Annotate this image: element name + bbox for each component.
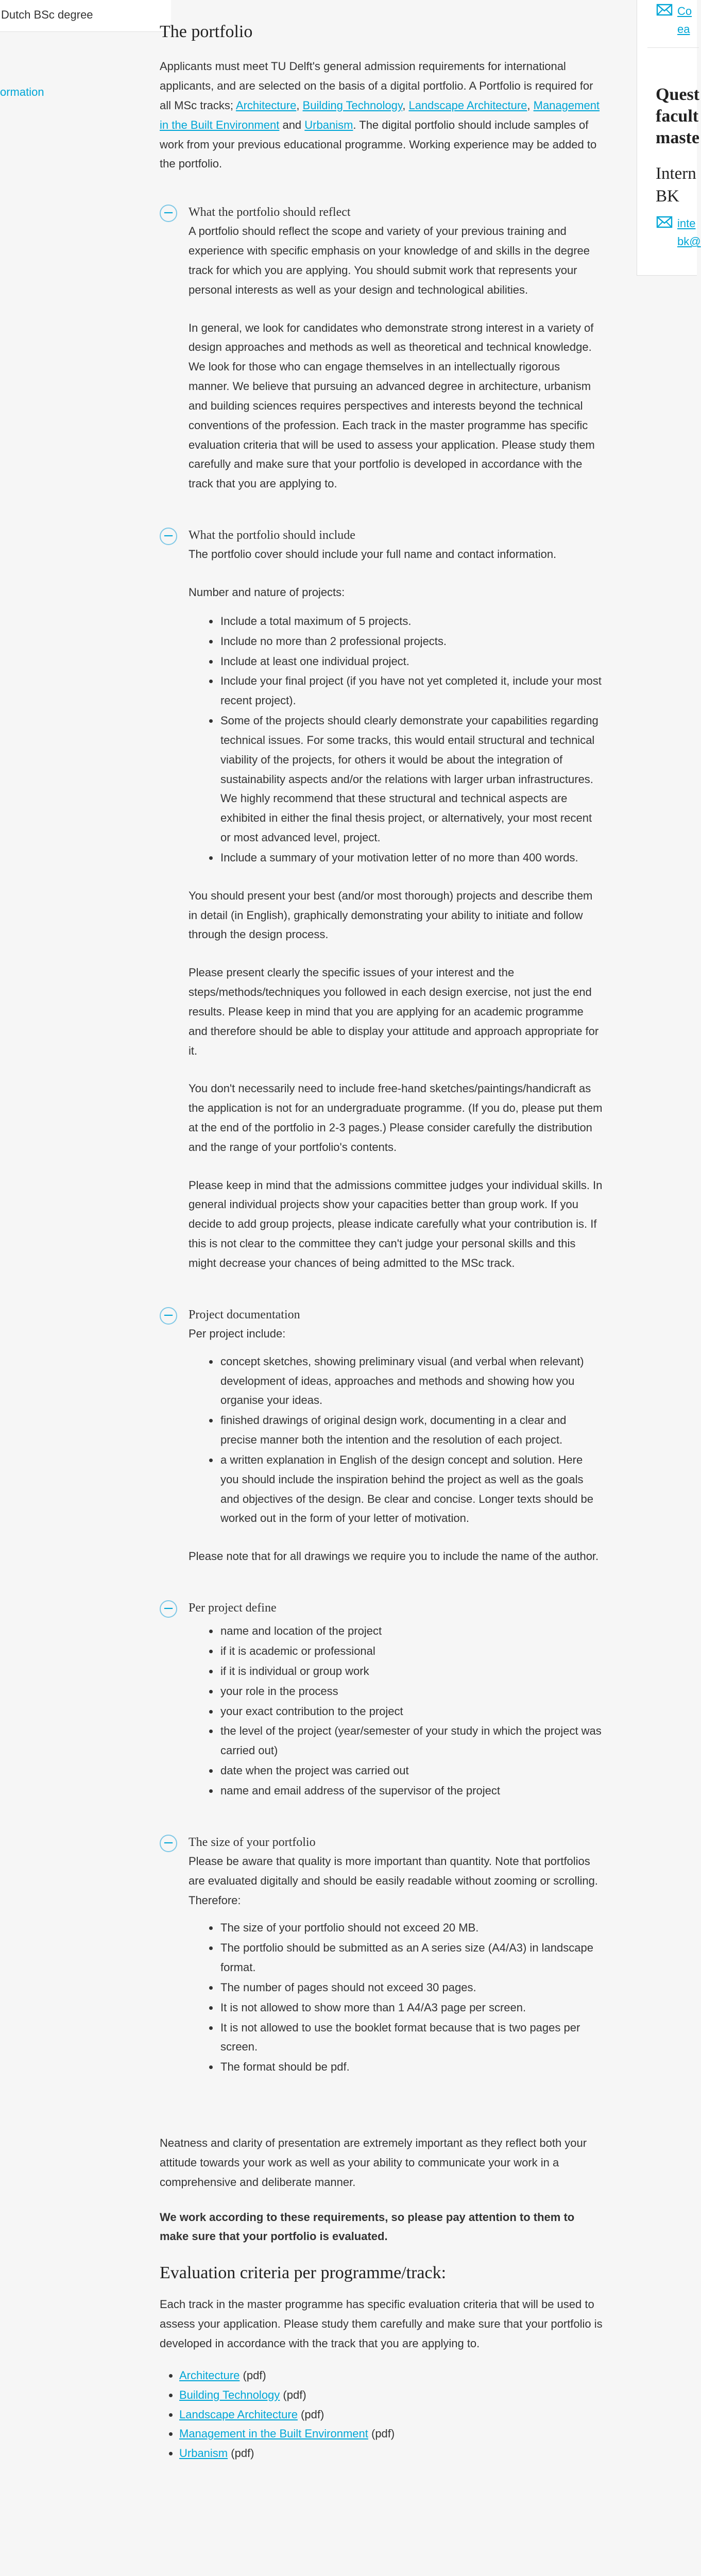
pdf-link-management-built-environment[interactable]: Management in the Built Environment bbox=[179, 2427, 368, 2441]
collapse-toggle-icon[interactable]: − bbox=[160, 1600, 177, 1618]
list-item: • if it is academic or professional bbox=[219, 1641, 603, 1661]
list-item: • The number of pages should not exceed 30 pages. bbox=[219, 1978, 603, 1997]
list-item: • The format should be pdf. bbox=[219, 2057, 603, 2077]
email-link[interactable]: bk@ bbox=[677, 235, 701, 248]
section-define bbox=[160, 1600, 603, 1801]
page-title: The portfolio bbox=[160, 22, 253, 41]
documentation-list bbox=[219, 1352, 603, 1528]
section-paragraph: Per project include: bbox=[189, 1327, 286, 1340]
main-content bbox=[160, 21, 603, 2463]
evaluation-paragraph: Each track in the master programme has specific evaluation criteria that will be used to assess your application. Please study them carefully and make sure that your portfolio is developed in accordance with the track that you are applying to. bbox=[160, 2298, 603, 2350]
sidebar-subheading: BK bbox=[656, 187, 679, 206]
list-item bbox=[179, 2444, 603, 2463]
collapse-toggle-icon[interactable]: − bbox=[160, 1835, 177, 1852]
separator: and bbox=[279, 118, 305, 131]
section-paragraph: In general, we look for candidates who demonstrate strong interest in a variety of design approaches and methods as well as theoretical and technical knowledge. We look for those who can engage themselves in an intellectually rigorous manner. We believe that pursuing an advanced degree in architecture, urbanism and building sciences requires perspectives and interests beyond the technical conventions of the profession. Each track in the master programme has specific evaluation criteria that will be used to assess your application. Please study them carefully and make sure that your portfolio is developed in accordance with the track that you are applying to. bbox=[189, 321, 595, 490]
contact-sidebar bbox=[637, 0, 701, 276]
sidebar-heading: Quest bbox=[656, 85, 699, 104]
section-reflect bbox=[160, 205, 603, 494]
projects-list bbox=[219, 612, 603, 868]
section-title[interactable]: The size of your portfolio bbox=[189, 1835, 316, 1849]
contact-link[interactable]: Co bbox=[677, 5, 692, 18]
size-list bbox=[219, 1918, 603, 2077]
section-size bbox=[160, 1835, 603, 2077]
track-link-building-technology[interactable]: Building Technology bbox=[302, 98, 403, 112]
contact-row bbox=[657, 2, 692, 38]
define-list bbox=[219, 1621, 603, 1800]
list-item: • Include no more than 2 professional projects. bbox=[219, 632, 603, 651]
section-paragraph: Please be aware that quality is more important than quantity. Note that portfolios are evaluated digitally and should be easily readable without zooming or scrolling. Therefore: bbox=[189, 1854, 598, 1907]
list-item: • name and location of the project bbox=[219, 1621, 603, 1641]
pdf-link-urbanism[interactable]: Urbanism bbox=[179, 2447, 228, 2460]
pdf-label: (pdf) bbox=[368, 2427, 395, 2441]
section-paragraph: Number and nature of projects: bbox=[189, 586, 345, 599]
evaluation-title: Evaluation criteria per programme/track: bbox=[160, 2263, 447, 2283]
section-paragraph: You don't necessarily need to include free-hand sketches/paintings/handicraft as the application is not for an undergraduate programme. (If you do, please put them at the end of the portfolio in 2-3 pages.) Please consider carefully the distribution and the range of your portfolio's contents. bbox=[189, 1082, 603, 1154]
list-item bbox=[179, 2424, 603, 2444]
list-item: • It is not allowed to show more than 1 A4/A3 page per screen. bbox=[219, 1998, 603, 2018]
list-item bbox=[179, 2366, 603, 2385]
section-paragraph: A portfolio should reflect the scope and variety of your previous training and experience with specific emphasis on your knowledge of and skills in the degree track for which you are applying. You should submit work that represents your personal interests as well as your design and technological abilities. bbox=[189, 225, 590, 296]
list-item: • your role in the process bbox=[219, 1682, 603, 1701]
section-paragraph: Please keep in mind that the admissions committee judges your individual skills. In general individual projects show your capacities better than group work. If you decide to add group projects, please indicate carefully what your contribution is. If this is not clear to the committee they can't judge your personal skills and this might decrease your chances of being admitted to the MSc track. bbox=[189, 1178, 603, 1269]
list-item: • Some of the projects should clearly demonstrate your capabilities regarding technical issues. For some tracks, this would entail structural and technical viability of the projects, for others it would be about the integration of sustainability aspects and/or the relations with larger urban infrastructures. We highly recommend that these structural and technical aspects are exhibited in either the final thesis project, or alternatively, your most recent or most advanced level, project. bbox=[219, 711, 603, 848]
list-item: • It is not allowed to use the booklet format because that is two pages per screen. bbox=[219, 2018, 603, 2057]
list-item: • if it is individual or group work bbox=[219, 1662, 603, 1681]
list-item: • Include at least one individual project. bbox=[219, 652, 603, 671]
section-paragraph: Please present clearly the specific issues of your interest and the steps/methods/techniques you followed in each design exercise, not just the end results. Please keep in mind that you are applying for an academic programme and therefore should be able to display your attitude and approach appropriate for it. bbox=[189, 966, 599, 1057]
track-link-urbanism[interactable]: Urbanism bbox=[304, 118, 353, 131]
outro bbox=[160, 2133, 603, 2246]
list-item bbox=[179, 2385, 603, 2405]
intro-text: . The digital portfolio should include samples of work from your previous educational programme. Working experience may be added to the portfolio. bbox=[160, 118, 597, 171]
nav-tab-dutch-bsc[interactable]: Dutch BSc degree bbox=[0, 0, 171, 32]
list-item: • name and email address of the supervisor of the project bbox=[219, 1781, 603, 1801]
outro-paragraph: Neatness and clarity of presentation are extremely important as they reflect both your attitude towards your work as well as your ability to communicate your work in a comprehensive and deliberate manner. bbox=[160, 2137, 587, 2189]
track-link-landscape-architecture[interactable]: Landscape Architecture bbox=[408, 98, 527, 112]
list-item: • Include a summary of your motivation letter of no more than 400 words. bbox=[219, 848, 603, 868]
list-item bbox=[179, 2405, 603, 2425]
collapse-toggle-icon[interactable]: − bbox=[160, 205, 177, 222]
pdf-link-architecture[interactable]: Architecture bbox=[179, 2368, 240, 2382]
outro-bold-notice: We work according to these requirements, so please pay attention to them to make sure that your portfolio is evaluated. bbox=[160, 2210, 575, 2243]
section-include bbox=[160, 528, 603, 1273]
sidebar-heading: facult bbox=[656, 107, 699, 126]
sidebar-heading: maste bbox=[656, 128, 699, 147]
track-link-management-built-environment[interactable]: Management in the Built Environment bbox=[160, 98, 600, 131]
section-paragraph: You should present your best (and/or most thorough) projects and describe them in detail (in English), graphically demonstrating your ability to initiate and follow through the design process. bbox=[189, 889, 593, 941]
section-title[interactable]: What the portfolio should reflect bbox=[189, 206, 351, 219]
pdf-label: (pdf) bbox=[280, 2388, 306, 2401]
pdf-label: (pdf) bbox=[228, 2447, 254, 2460]
contact-row bbox=[657, 214, 701, 250]
list-item: • finished drawings of original design work, documenting in a clear and precise manner both the intention and the resolution of each project. bbox=[219, 1411, 603, 1450]
email-link[interactable]: inte bbox=[677, 217, 696, 230]
list-item: • Include a total maximum of 5 projects. bbox=[219, 612, 603, 631]
pdf-link-building-technology[interactable]: Building Technology bbox=[179, 2388, 280, 2401]
nav-link-information[interactable]: ormation bbox=[0, 86, 44, 98]
section-documentation bbox=[160, 1307, 603, 1566]
section-title[interactable]: Project documentation bbox=[189, 1308, 300, 1321]
section-paragraph: The portfolio cover should include your full name and contact information. bbox=[189, 548, 557, 561]
separator: , bbox=[527, 98, 534, 112]
separator: , bbox=[402, 98, 409, 112]
sidebar-subheading: Intern bbox=[656, 164, 696, 183]
section-paragraph: Please note that for all drawings we require you to include the name of the author. bbox=[189, 1550, 599, 1563]
track-link-architecture[interactable]: Architecture bbox=[235, 98, 297, 112]
list-item: • the level of the project (year/semester of your study in which the project was carried out) bbox=[219, 1721, 603, 1760]
list-item: • your exact contribution to the project bbox=[219, 1702, 603, 1721]
list-item: • The portfolio should be submitted as an A series size (A4/A3) in landscape format. bbox=[219, 1938, 603, 1977]
separator: , bbox=[296, 98, 303, 112]
intro-text: Applicants must meet TU Delft's general admission requirements for international applicants, and are selected on the basis of a digital portfolio. A Portfolio is required for all MSc tracks; bbox=[160, 60, 593, 112]
collapse-toggle-icon[interactable]: − bbox=[160, 528, 177, 545]
divider bbox=[647, 47, 699, 48]
list-item: • a written explanation in English of the design concept and solution. Here you should include the inspiration behind the project as well as the goals and objectives of the design. Be clear and concise. Longer texts should be worked out in the form of your letter of motivation. bbox=[219, 1450, 603, 1528]
mail-icon bbox=[657, 4, 672, 15]
contact-link[interactable]: ea bbox=[677, 23, 690, 36]
section-title[interactable]: What the portfolio should include bbox=[189, 529, 355, 543]
collapse-toggle-icon[interactable]: − bbox=[160, 1307, 177, 1325]
list-item: • date when the project was carried out bbox=[219, 1761, 603, 1781]
intro-paragraph bbox=[160, 57, 603, 174]
mail-icon bbox=[657, 216, 672, 228]
evaluation-pdf-list bbox=[179, 2366, 603, 2463]
section-title[interactable]: Per project define bbox=[189, 1601, 277, 1615]
list-item: • The size of your portfolio should not exceed 20 MB. bbox=[219, 1918, 603, 1938]
pdf-link-landscape-architecture[interactable]: Landscape Architecture bbox=[179, 2408, 298, 2421]
pdf-label: (pdf) bbox=[297, 2408, 324, 2421]
pdf-label: (pdf) bbox=[240, 2368, 266, 2382]
list-item: • concept sketches, showing preliminary visual (and verbal when relevant) development of ideas, approaches and methods and showing how you organise your ideas. bbox=[219, 1352, 603, 1410]
list-item: • Include your final project (if you have not yet completed it, include your most recent project). bbox=[219, 671, 603, 710]
